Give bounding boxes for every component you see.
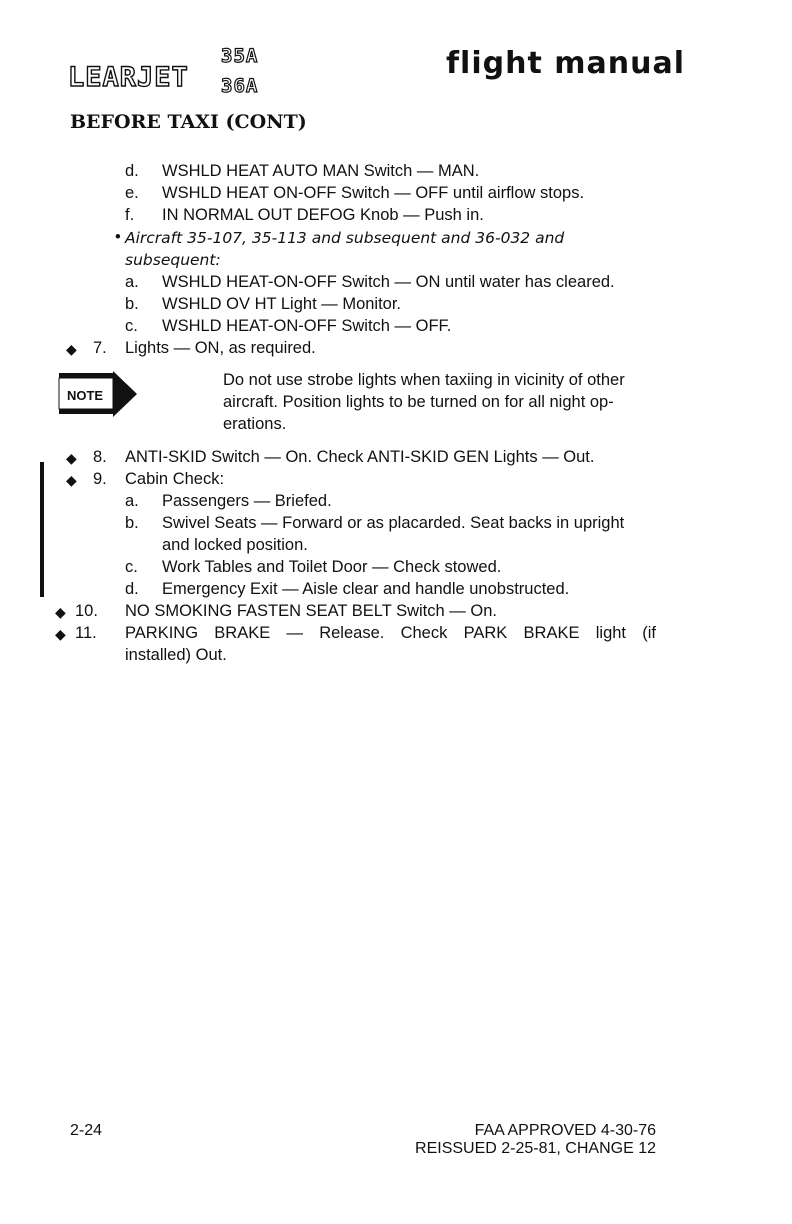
item-text: NO SMOKING FASTEN SEAT BELT Switch — On. (125, 602, 497, 620)
note-label: NOTE (66, 388, 104, 403)
step-letter: a. (125, 492, 139, 510)
note-text (223, 369, 656, 435)
step-letter: c. (125, 317, 138, 335)
step-text: IN NORMAL OUT DEFOG Knob — Push in. (162, 206, 484, 224)
item-number: 8. (93, 448, 107, 466)
model-36a-logo: 36A (221, 75, 259, 97)
change-bar (40, 462, 44, 597)
step-text: WSHLD HEAT AUTO MAN Switch — MAN. (162, 162, 480, 180)
note-line-2: aircraft. Position lights to be turned on for all night op- (223, 393, 614, 411)
note-line-1: Do not use strobe lights when taxiing in vicinity of other (223, 371, 625, 389)
step-text: WSHLD OV HT Light — Monitor. (162, 295, 402, 313)
effectivity-text: Aircraft 35-107, 35-113 and subsequent and 36-032 and (125, 229, 565, 247)
step-text: Emergency Exit — Aisle clear and handle unobstructed. (162, 580, 570, 598)
step-text: WSHLD HEAT ON-OFF Switch — OFF until airflow stops. (162, 184, 585, 202)
step-text: WSHLD HEAT-ON-OFF Switch — OFF. (162, 317, 452, 335)
step-text: Work Tables and Toilet Door — Check stowed. (162, 558, 502, 576)
step-letter: d. (125, 162, 139, 180)
model-35a-logo: 35A (221, 45, 259, 67)
item-text: Lights — ON, as required. (125, 339, 316, 357)
revision-diamond-icon: ◆ (66, 341, 77, 357)
faa-approved: FAA APPROVED 4-30-76 (474, 1122, 656, 1139)
step-letter: b. (125, 295, 139, 313)
revision-diamond-icon: ◆ (66, 450, 77, 466)
note-line-3: erations. (223, 415, 287, 433)
item-text: ANTI-SKID Switch — On. Check ANTI-SKID GEN Lights — Out. (125, 448, 595, 466)
step-letter: d. (125, 580, 139, 598)
revision-diamond-icon: ◆ (66, 472, 77, 488)
item-text (125, 622, 656, 666)
step-letter: b. (125, 514, 139, 532)
item-number: 7. (93, 339, 107, 357)
step-letter: e. (125, 184, 139, 202)
note-icon (57, 371, 139, 417)
section-title: BEFORE TAXI (CONT) (70, 111, 307, 133)
item-number: 9. (93, 470, 107, 488)
item-number: 11. (75, 624, 97, 642)
effectivity-words (125, 227, 655, 249)
reissued-change: REISSUED 2-25-81, CHANGE 12 (415, 1140, 656, 1157)
item-text-line-2: installed) Out. (125, 646, 227, 664)
revision-diamond-icon: ◆ (55, 626, 66, 642)
effectivity-line-1 (125, 227, 655, 249)
learjet-logo: LEARJET (68, 62, 189, 93)
item-number: 10. (75, 602, 98, 620)
revision-diamond-icon: ◆ (55, 604, 66, 620)
item-text-line-1: PARKING BRAKE — Release. Check PARK BRAKE light (if (125, 624, 656, 642)
effectivity-line-2: subsequent: (125, 251, 221, 269)
item-text: Cabin Check: (125, 470, 225, 488)
step-letter: c. (125, 558, 138, 576)
step-text: Passengers — Briefed. (162, 492, 332, 510)
step-letter: a. (125, 273, 139, 291)
page-number: 2-24 (70, 1122, 103, 1139)
step-letter: f. (125, 206, 135, 224)
step-text: WSHLD HEAT-ON-OFF Switch — ON until water has cleared. (162, 273, 615, 291)
effectivity-bullet: • (115, 228, 121, 246)
step-text: Swivel Seats — Forward or as placarded. Seat backs in upright (162, 514, 625, 532)
step-text-continued: and locked position. (162, 536, 308, 554)
manual-title: flight manual (446, 46, 685, 81)
